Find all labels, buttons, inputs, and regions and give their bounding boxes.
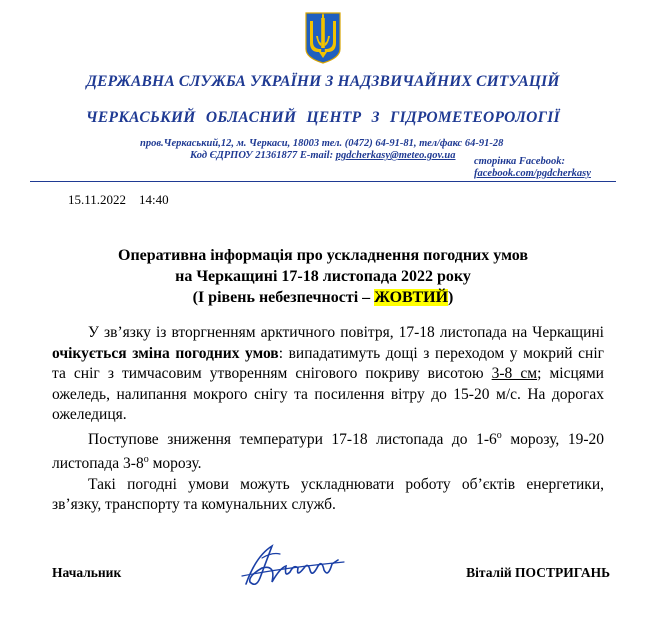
title-line-2: на Черкащині 17-18 листопада 2022 року [175,268,471,285]
signatory-name: Віталій ПОСТРИГАНЬ [466,565,610,580]
title-line-3: (І рівень небезпечності – ЖОВТИЙ) [192,289,454,306]
email-link[interactable]: pgdcherkasy@meteo.gov.ua [335,150,456,161]
organization-name: ДЕРЖАВНА СЛУЖБА УКРАЇНИ З НАДЗВИЧАЙНИХ СИТУАЦІЙ [86,73,560,90]
document-body [52,323,604,516]
title-line-1: Оперативна інформація про ускладнення погодних умов [118,247,528,264]
signatory-position: Начальник [52,565,122,580]
document-title [0,245,646,308]
facebook-label: сторінка Facebook: [474,156,565,167]
tryzub-emblem-icon [305,12,341,64]
paragraph-3: Такі погодні умови можуть ускладнювати роботу об’єктів енергетики, зв’язку, транспорту та комунальних служб. [52,475,604,514]
contact-line [190,150,455,161]
facebook-link[interactable]: facebook.com/pgdcherkasy [474,168,591,179]
edrpou-code: Код ЄДРПОУ 21361877 E-mail: [190,150,336,161]
paragraph-1: У зв’язку із вторгненням арктичного повітря, 17-18 листопада на Черкащині очікується зміна погодних умов: випадатимуть дощі з переходом у мокрий сніг та сніг з тимчасовим утворенням снігового покриву висотою 3-8 см; місцями ожеледь, налипання мокрого снігу та посилення вітру до 15-20 м/с. На дорогах ожеледиця. [52,324,604,423]
address-line: пров.Черкаський,12, м. Черкаси, 18003 тел. (0472) 64-91-81, тел/факс 64-91-28 [140,138,504,149]
document-time: 14:40 [139,192,169,207]
handwritten-signature [232,538,352,594]
center-name: ЧЕРКАСЬКИЙ ОБЛАСНИЙ ЦЕНТР З ГІДРОМЕТЕОРОЛОГІЇ [86,109,560,126]
paragraph-2: Поступове зниження температури 17-18 листопада до $1-6^о$ морозу, 19-20 листопада $3-8^о$ морозу. [52,429,604,473]
facebook-block [474,156,591,180]
date-time [68,192,169,208]
document-date: 15.11.2022 [68,192,127,207]
danger-level-highlight: ЖОВТИЙ [374,289,449,306]
header-divider [30,181,616,182]
